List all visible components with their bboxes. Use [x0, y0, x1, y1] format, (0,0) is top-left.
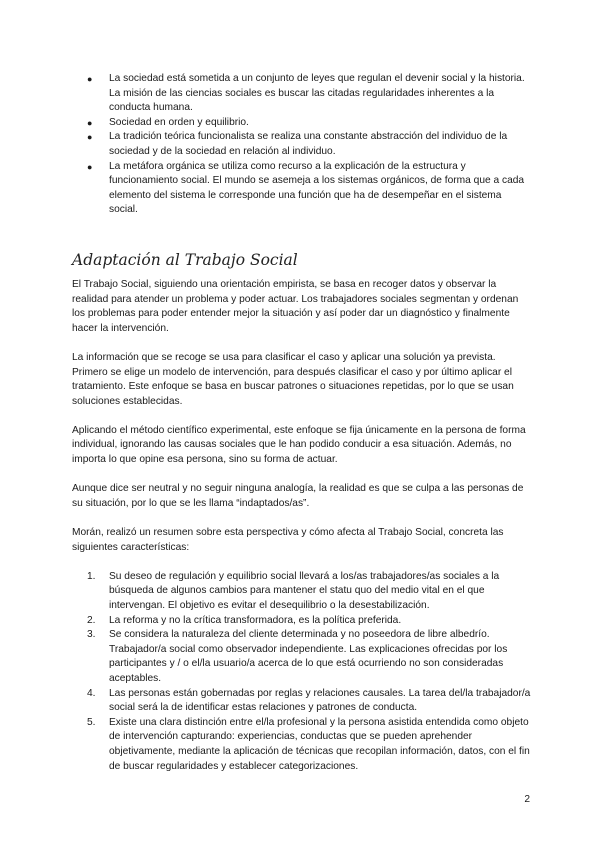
body-paragraph: El Trabajo Social, siguiendo una orientación empirista, se basa en recoger datos y observar la realidad para atender un problema y poder actuar. Los trabajadores sociales segmentan y ordenan los problemas para poder entender mejor la situación y así poder dar un diagnóstico y finalmente hacer la intervención.: [72, 278, 519, 334]
section-heading: Adaptación al Trabajo Social: [72, 250, 298, 269]
list-item: [72, 116, 532, 131]
page-content: [72, 72, 532, 774]
bullet-dot-icon: ●: [87, 117, 93, 128]
bullet-text: Sociedad en orden y equilibrio.: [109, 116, 249, 128]
list-item-text: Su deseo de regulación y equilibrio social llevará a los/as trabajadores/as sociales a la búsqueda de algunos cambios para mantener el statu quo del medio vital en el que intervengan. El objetivo es evitar el desequilibrio o la desestabilización.: [109, 570, 500, 611]
list-number: 4.: [87, 687, 96, 699]
list-item-text: Las personas están gobernadas por reglas y relaciones causales. La tarea del/la trabajador/a social será la de identificar estas relaciones y patrones de conducta.: [109, 687, 531, 714]
list-number: 3.: [87, 629, 96, 641]
list-item: [72, 570, 532, 614]
list-number: 1.: [87, 570, 96, 582]
bullet-dot-icon: ●: [87, 74, 93, 84]
list-item: [72, 130, 532, 159]
list-item: [72, 72, 532, 116]
bullet-list: [72, 72, 532, 218]
page-number: 2: [524, 794, 530, 805]
list-item: [72, 716, 532, 774]
bullet-text: La sociedad está sometida a un conjunto de leyes que regulan el devenir social y la historia. La misión de las ciencias sociales es buscar las citadas regularidades inherentes a la conducta humana.: [109, 73, 525, 114]
list-number: 2.: [87, 614, 96, 626]
list-item: [72, 160, 532, 218]
list-item-text: Se considera la naturaleza del cliente determinada y no poseedora de libre albedrío. Trabajador/a social como observador independiente. Las explicaciones ofrecidas por los participantes y / o el/la usuario/a acerca de lo que está ocurriendo no son consideradas aceptables.: [109, 629, 508, 684]
list-item: [72, 614, 532, 629]
bullet-dot-icon: ●: [87, 132, 93, 143]
numbered-list: [72, 570, 532, 774]
list-number: 5.: [87, 716, 96, 728]
body-paragraph: Aplicando el método científico experimental, este enfoque se fija únicamente en la persona de forma individual, ignorando las causas sociales que le han podido conducir a esa situación. Además, no importa lo que opine esa persona, sino su forma de actuar.: [72, 424, 526, 466]
bullet-dot-icon: ●: [87, 161, 93, 172]
list-item: [72, 687, 532, 716]
body-paragraph: Morán, realizó un resumen sobre esta perspectiva y cómo afecta al Trabajo Social, concreta las siguientes características:: [72, 527, 504, 553]
list-item-text: Existe una clara distinción entre el/la profesional y la persona asistida entendida como objeto de intervención capturando: experiencias, conductas que se pueden aprehender objetivamente, mediante la aplicación de técnicas que recopilan información, datos, con el fin de buscar regularidades y establecer categorizaciones.: [109, 716, 530, 772]
bullet-text: La tradición teórica funcionalista se realiza una constante abstracción del individuo de la sociedad y de la sociedad en relación al individuo.: [109, 131, 508, 157]
body-paragraph: La información que se recoge se usa para clasificar el caso y aplicar una solución ya prevista. Primero se elige un modelo de intervención, para después clasificar el caso y por último aplicar el tratamiento. Este enfoque se basa en buscar patrones o situaciones repetidas, por lo que se usan soluciones establecidas.: [72, 351, 514, 407]
body-paragraph: Aunque dice ser neutral y no seguir ninguna analogía, la realidad es que se culpa a las personas de su situación, por lo que se les llama “indaptados/as”.: [72, 483, 524, 509]
list-item-text: La reforma y no la crítica transformadora, es la política preferida.: [109, 614, 402, 626]
list-item: [72, 628, 532, 686]
bullet-text: La metáfora orgánica se utiliza como recurso a la explicación de la estructura y funcionamiento social. El mundo se asemeja a los sistemas orgánicos, de forma que a cada elemento del sistema le corresponde una función que ha de desempeñar en el sistema social.: [109, 160, 525, 216]
